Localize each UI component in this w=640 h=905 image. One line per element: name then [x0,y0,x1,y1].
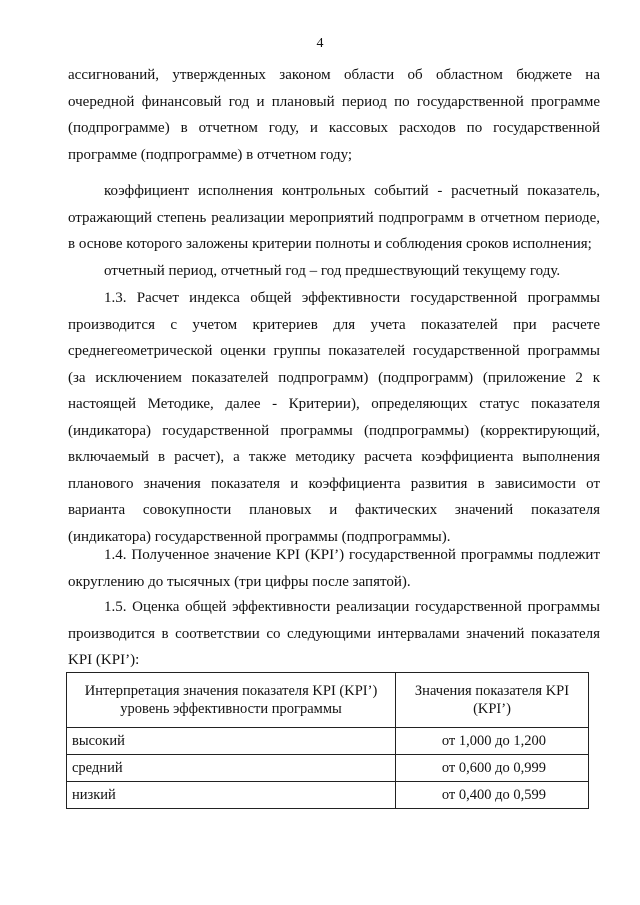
table-row [67,782,589,809]
range-cell: от 1,000 до 1,200 [396,728,589,755]
header-interpretation: Интерпретация значения показателя KPI (KPI’) уровень эффективности программы [67,673,396,728]
page-number: 4 [316,36,324,51]
paragraph-reporting-period: отчетный период, отчетный год – год предшествующий текущему году. [104,263,561,279]
paragraph-1-5: 1.5. Оценка общей эффективности реализации государственной программы производится в соответствии со следующими интервалами значений показателя KPI (KPI’): [68,599,600,668]
paragraph-control-events: коэффициент исполнения контрольных событий - расчетный показатель, отражающий степень реализации мероприятий подпрограмм в отчетном периоде, в основе которого заложены критерии полноты и соблюдения сроков исполнения; [68,183,600,252]
level-cell: высокий [67,728,396,755]
range-cell: от 0,600 до 0,999 [396,755,589,782]
table-row [67,728,589,755]
level-cell: средний [67,755,396,782]
range-cell: от 0,400 до 0,599 [396,782,589,809]
table-header-row [67,673,589,728]
paragraph-1-3: 1.3. Расчет индекса общей эффективности государственной программы производится с учетом критериев для учета показателей при расчете среднегеометрической оценки группы показателей государственной программы (за исключением показателей подпрограмм) (подпрограмм) (приложение 2 к настоящей Методике, далее - Критерии), определяющих статус показателя (индикатора) государственной программы (подпрограммы) (корректирующий, включаемый в расчет), а также методику расчета коэффициента выполнения планового значения показателя и коэффициента развития в зависимости от варианта совокупности плановых и фактических значений показателя (индикатора) государственной программы (подпрограммы). [68,290,600,545]
table-row [67,755,589,782]
level-cell: низкий [67,782,396,809]
paragraph-1-4: 1.4. Полученное значение KPI (KPI’) государственной программы подлежит округлению до тысячных (три цифры после запятой). [68,547,600,590]
kpi-interval-table [66,672,589,809]
paragraph-continuation: ассигнований, утвержденных законом области об областном бюджете на очередной финансовый год и плановый период по государственной программе (подпрограмме) в отчетном году, и кассовых расходов по государственной программе (подпрограмме) в отчетном году; [68,67,600,163]
header-kpi-values: Значения показателя KPI (KPI’) [396,673,589,728]
